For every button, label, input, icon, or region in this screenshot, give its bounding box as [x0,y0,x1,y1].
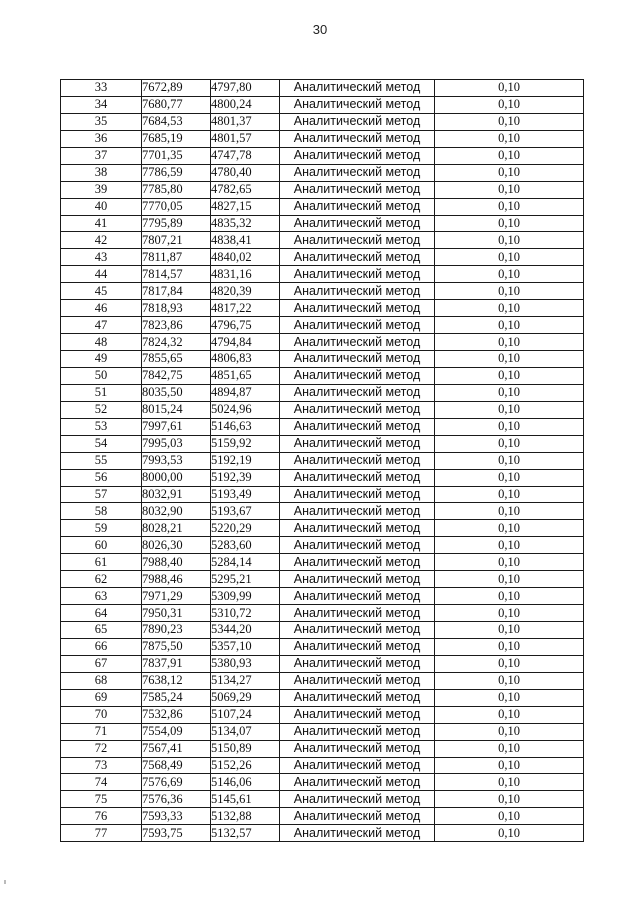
x-coordinate-cell: 7875,50 [142,638,211,655]
table-row [61,537,584,554]
accuracy-cell: 0,10 [435,80,584,97]
table-row [61,249,584,266]
accuracy-cell: 0,10 [435,808,584,825]
table-row [61,130,584,147]
y-coordinate-cell: 5146,63 [211,418,280,435]
point-number-cell: 49 [61,351,142,368]
table-row [61,605,584,622]
method-cell: Аналитический метод [280,181,435,198]
y-coordinate-cell: 4782,65 [211,181,280,198]
table-row [61,689,584,706]
x-coordinate-cell: 7795,89 [142,215,211,232]
accuracy-cell: 0,10 [435,774,584,791]
x-coordinate-cell: 7818,93 [142,300,211,317]
method-cell: Аналитический метод [280,452,435,469]
x-coordinate-cell: 7576,36 [142,791,211,808]
table-row [61,147,584,164]
accuracy-cell: 0,10 [435,334,584,351]
method-cell: Аналитический метод [280,317,435,334]
table-row [61,791,584,808]
point-number-cell: 44 [61,266,142,283]
method-cell: Аналитический метод [280,147,435,164]
table-row [61,266,584,283]
point-number-cell: 45 [61,283,142,300]
method-cell: Аналитический метод [280,198,435,215]
method-cell: Аналитический метод [280,215,435,232]
point-number-cell: 59 [61,520,142,537]
y-coordinate-cell: 5132,57 [211,825,280,842]
accuracy-cell: 0,10 [435,655,584,672]
y-coordinate-cell: 4835,32 [211,215,280,232]
x-coordinate-cell: 8026,30 [142,537,211,554]
x-coordinate-cell: 7842,75 [142,367,211,384]
point-number-cell: 53 [61,418,142,435]
method-cell: Аналитический метод [280,757,435,774]
y-coordinate-cell: 5132,88 [211,808,280,825]
y-coordinate-cell: 5152,26 [211,757,280,774]
method-cell: Аналитический метод [280,334,435,351]
accuracy-cell: 0,10 [435,588,584,605]
table-row [61,215,584,232]
point-number-cell: 58 [61,503,142,520]
accuracy-cell: 0,10 [435,791,584,808]
y-coordinate-cell: 4840,02 [211,249,280,266]
method-cell: Аналитический метод [280,791,435,808]
point-number-cell: 48 [61,334,142,351]
accuracy-cell: 0,10 [435,537,584,554]
accuracy-cell: 0,10 [435,452,584,469]
point-number-cell: 38 [61,164,142,181]
table-row [61,96,584,113]
point-number-cell: 67 [61,655,142,672]
method-cell: Аналитический метод [280,825,435,842]
table-row [61,706,584,723]
x-coordinate-cell: 7988,46 [142,571,211,588]
point-number-cell: 75 [61,791,142,808]
method-cell: Аналитический метод [280,80,435,97]
accuracy-cell: 0,10 [435,283,584,300]
x-coordinate-cell: 7855,65 [142,351,211,368]
y-coordinate-cell: 4827,15 [211,198,280,215]
y-coordinate-cell: 5107,24 [211,706,280,723]
accuracy-cell: 0,10 [435,757,584,774]
y-coordinate-cell: 5283,60 [211,537,280,554]
y-coordinate-cell: 5159,92 [211,435,280,452]
x-coordinate-cell: 7823,86 [142,317,211,334]
point-number-cell: 40 [61,198,142,215]
y-coordinate-cell: 5193,49 [211,486,280,503]
y-coordinate-cell: 4780,40 [211,164,280,181]
method-cell: Аналитический метод [280,638,435,655]
x-coordinate-cell: 7638,12 [142,672,211,689]
method-cell: Аналитический метод [280,469,435,486]
method-cell: Аналитический метод [280,672,435,689]
accuracy-cell: 0,10 [435,215,584,232]
y-coordinate-cell: 4838,41 [211,232,280,249]
point-number-cell: 52 [61,401,142,418]
x-coordinate-cell: 8035,50 [142,384,211,401]
method-cell: Аналитический метод [280,520,435,537]
coordinates-table [60,79,584,842]
table-row [61,520,584,537]
point-number-cell: 34 [61,96,142,113]
table-row [61,401,584,418]
x-coordinate-cell: 7988,40 [142,554,211,571]
x-coordinate-cell: 7814,57 [142,266,211,283]
accuracy-cell: 0,10 [435,706,584,723]
table-row [61,300,584,317]
y-coordinate-cell: 5309,99 [211,588,280,605]
method-cell: Аналитический метод [280,266,435,283]
y-coordinate-cell: 4794,84 [211,334,280,351]
method-cell: Аналитический метод [280,232,435,249]
y-coordinate-cell: 5310,72 [211,605,280,622]
point-number-cell: 36 [61,130,142,147]
table-row [61,80,584,97]
accuracy-cell: 0,10 [435,96,584,113]
accuracy-cell: 0,10 [435,384,584,401]
accuracy-cell: 0,10 [435,554,584,571]
accuracy-cell: 0,10 [435,198,584,215]
accuracy-cell: 0,10 [435,622,584,639]
x-coordinate-cell: 7532,86 [142,706,211,723]
method-cell: Аналитический метод [280,130,435,147]
point-number-cell: 68 [61,672,142,689]
y-coordinate-cell: 5220,29 [211,520,280,537]
table-row [61,622,584,639]
x-coordinate-cell: 8032,91 [142,486,211,503]
table-row [61,774,584,791]
point-number-cell: 35 [61,113,142,130]
table-row [61,283,584,300]
table-row [61,384,584,401]
method-cell: Аналитический метод [280,571,435,588]
method-cell: Аналитический метод [280,367,435,384]
point-number-cell: 47 [61,317,142,334]
method-cell: Аналитический метод [280,401,435,418]
method-cell: Аналитический метод [280,435,435,452]
x-coordinate-cell: 7993,53 [142,452,211,469]
point-number-cell: 39 [61,181,142,198]
method-cell: Аналитический метод [280,706,435,723]
y-coordinate-cell: 4797,80 [211,80,280,97]
point-number-cell: 66 [61,638,142,655]
y-coordinate-cell: 5192,39 [211,469,280,486]
accuracy-cell: 0,10 [435,367,584,384]
accuracy-cell: 0,10 [435,469,584,486]
y-coordinate-cell: 5192,19 [211,452,280,469]
method-cell: Аналитический метод [280,418,435,435]
x-coordinate-cell: 7701,35 [142,147,211,164]
accuracy-cell: 0,10 [435,249,584,266]
x-coordinate-cell: 7593,75 [142,825,211,842]
method-cell: Аналитический метод [280,774,435,791]
x-coordinate-cell: 7811,87 [142,249,211,266]
accuracy-cell: 0,10 [435,181,584,198]
y-coordinate-cell: 4796,75 [211,317,280,334]
x-coordinate-cell: 7824,32 [142,334,211,351]
accuracy-cell: 0,10 [435,740,584,757]
point-number-cell: 55 [61,452,142,469]
accuracy-cell: 0,10 [435,266,584,283]
accuracy-cell: 0,10 [435,401,584,418]
point-number-cell: 74 [61,774,142,791]
x-coordinate-cell: 7685,19 [142,130,211,147]
table-row [61,638,584,655]
accuracy-cell: 0,10 [435,113,584,130]
y-coordinate-cell: 5145,61 [211,791,280,808]
x-coordinate-cell: 7837,91 [142,655,211,672]
y-coordinate-cell: 5295,21 [211,571,280,588]
table-row [61,452,584,469]
accuracy-cell: 0,10 [435,638,584,655]
y-coordinate-cell: 4801,57 [211,130,280,147]
accuracy-cell: 0,10 [435,300,584,317]
table-row [61,554,584,571]
method-cell: Аналитический метод [280,588,435,605]
table-row [61,181,584,198]
accuracy-cell: 0,10 [435,723,584,740]
method-cell: Аналитический метод [280,96,435,113]
table-row [61,655,584,672]
method-cell: Аналитический метод [280,249,435,266]
x-coordinate-cell: 7971,29 [142,588,211,605]
x-coordinate-cell: 7770,05 [142,198,211,215]
accuracy-cell: 0,10 [435,418,584,435]
x-coordinate-cell: 7785,80 [142,181,211,198]
y-coordinate-cell: 5357,10 [211,638,280,655]
method-cell: Аналитический метод [280,164,435,181]
y-coordinate-cell: 4894,87 [211,384,280,401]
x-coordinate-cell: 7890,23 [142,622,211,639]
accuracy-cell: 0,10 [435,317,584,334]
point-number-cell: 76 [61,808,142,825]
y-coordinate-cell: 5024,96 [211,401,280,418]
method-cell: Аналитический метод [280,655,435,672]
point-number-cell: 33 [61,80,142,97]
accuracy-cell: 0,10 [435,486,584,503]
point-number-cell: 61 [61,554,142,571]
accuracy-cell: 0,10 [435,672,584,689]
point-number-cell: 62 [61,571,142,588]
y-coordinate-cell: 5134,27 [211,672,280,689]
method-cell: Аналитический метод [280,113,435,130]
y-coordinate-cell: 4817,22 [211,300,280,317]
method-cell: Аналитический метод [280,486,435,503]
x-coordinate-cell: 7554,09 [142,723,211,740]
point-number-cell: 72 [61,740,142,757]
accuracy-cell: 0,10 [435,605,584,622]
table-row [61,418,584,435]
x-coordinate-cell: 8000,00 [142,469,211,486]
x-coordinate-cell: 7807,21 [142,232,211,249]
x-coordinate-cell: 7585,24 [142,689,211,706]
accuracy-cell: 0,10 [435,571,584,588]
table-row [61,486,584,503]
method-cell: Аналитический метод [280,300,435,317]
accuracy-cell: 0,10 [435,520,584,537]
y-coordinate-cell: 5146,06 [211,774,280,791]
table-row [61,757,584,774]
y-coordinate-cell: 5284,14 [211,554,280,571]
method-cell: Аналитический метод [280,537,435,554]
x-coordinate-cell: 7672,89 [142,80,211,97]
x-coordinate-cell: 7576,69 [142,774,211,791]
point-number-cell: 43 [61,249,142,266]
accuracy-cell: 0,10 [435,825,584,842]
table-row [61,723,584,740]
y-coordinate-cell: 4831,16 [211,266,280,283]
point-number-cell: 46 [61,300,142,317]
x-coordinate-cell: 8015,24 [142,401,211,418]
point-number-cell: 65 [61,622,142,639]
point-number-cell: 37 [61,147,142,164]
table-row [61,435,584,452]
point-number-cell: 64 [61,605,142,622]
y-coordinate-cell: 4747,78 [211,147,280,164]
table-row [61,825,584,842]
accuracy-cell: 0,10 [435,689,584,706]
table-row [61,351,584,368]
table-row [61,113,584,130]
method-cell: Аналитический метод [280,384,435,401]
x-coordinate-cell: 8028,21 [142,520,211,537]
y-coordinate-cell: 4801,37 [211,113,280,130]
method-cell: Аналитический метод [280,808,435,825]
accuracy-cell: 0,10 [435,147,584,164]
table-row [61,334,584,351]
method-cell: Аналитический метод [280,503,435,520]
table-row [61,367,584,384]
x-coordinate-cell: 7817,84 [142,283,211,300]
y-coordinate-cell: 5193,67 [211,503,280,520]
table-row [61,808,584,825]
method-cell: Аналитический метод [280,723,435,740]
table-row [61,198,584,215]
accuracy-cell: 0,10 [435,164,584,181]
y-coordinate-cell: 5069,29 [211,689,280,706]
scan-margin-mark [4,880,6,884]
method-cell: Аналитический метод [280,740,435,757]
table-row [61,317,584,334]
method-cell: Аналитический метод [280,622,435,639]
point-number-cell: 71 [61,723,142,740]
table-row [61,164,584,181]
y-coordinate-cell: 5380,93 [211,655,280,672]
accuracy-cell: 0,10 [435,232,584,249]
y-coordinate-cell: 5150,89 [211,740,280,757]
page-number: 30 [312,22,328,37]
table-row [61,740,584,757]
point-number-cell: 54 [61,435,142,452]
table-row [61,503,584,520]
x-coordinate-cell: 8032,90 [142,503,211,520]
y-coordinate-cell: 4800,24 [211,96,280,113]
method-cell: Аналитический метод [280,605,435,622]
table-row [61,571,584,588]
method-cell: Аналитический метод [280,689,435,706]
point-number-cell: 57 [61,486,142,503]
y-coordinate-cell: 4806,83 [211,351,280,368]
point-number-cell: 60 [61,537,142,554]
table-row [61,232,584,249]
y-coordinate-cell: 4820,39 [211,283,280,300]
point-number-cell: 41 [61,215,142,232]
x-coordinate-cell: 7684,53 [142,113,211,130]
coordinates-table-body [61,80,584,842]
accuracy-cell: 0,10 [435,503,584,520]
point-number-cell: 56 [61,469,142,486]
accuracy-cell: 0,10 [435,351,584,368]
x-coordinate-cell: 7786,59 [142,164,211,181]
method-cell: Аналитический метод [280,554,435,571]
x-coordinate-cell: 7593,33 [142,808,211,825]
y-coordinate-cell: 4851,65 [211,367,280,384]
accuracy-cell: 0,10 [435,435,584,452]
point-number-cell: 63 [61,588,142,605]
x-coordinate-cell: 7567,41 [142,740,211,757]
method-cell: Аналитический метод [280,351,435,368]
y-coordinate-cell: 5344,20 [211,622,280,639]
method-cell: Аналитический метод [280,283,435,300]
point-number-cell: 77 [61,825,142,842]
point-number-cell: 42 [61,232,142,249]
point-number-cell: 70 [61,706,142,723]
x-coordinate-cell: 7568,49 [142,757,211,774]
x-coordinate-cell: 7995,03 [142,435,211,452]
point-number-cell: 69 [61,689,142,706]
point-number-cell: 73 [61,757,142,774]
y-coordinate-cell: 5134,07 [211,723,280,740]
x-coordinate-cell: 7950,31 [142,605,211,622]
x-coordinate-cell: 7680,77 [142,96,211,113]
table-row [61,469,584,486]
point-number-cell: 51 [61,384,142,401]
x-coordinate-cell: 7997,61 [142,418,211,435]
table-row [61,672,584,689]
accuracy-cell: 0,10 [435,130,584,147]
point-number-cell: 50 [61,367,142,384]
table-row [61,588,584,605]
